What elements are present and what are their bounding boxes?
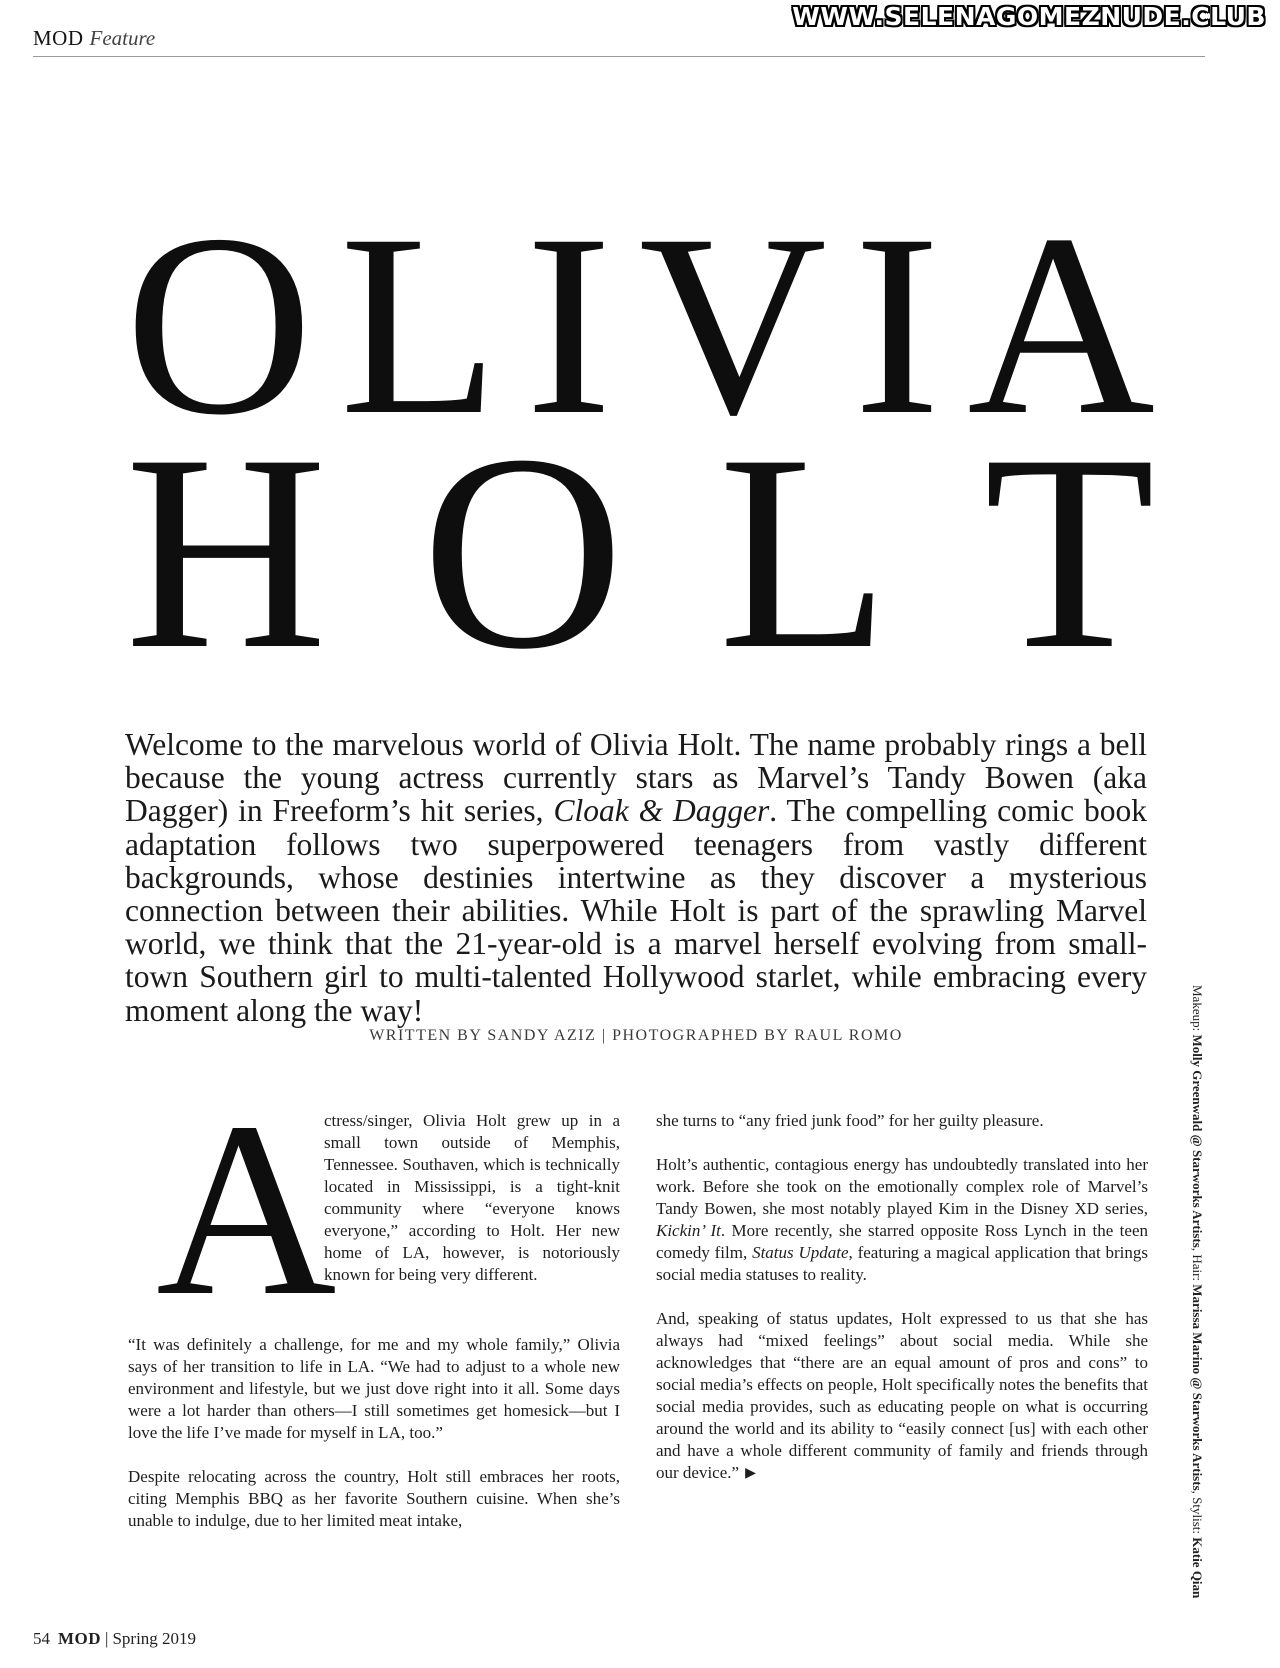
photo-credits: Makeup: Molly Greenwald @ Starworks Artists, Hair: Marissa Marino @ Starworks Artists, Stylist: Katie Qian <box>1190 985 1205 1599</box>
section-header <box>33 26 155 51</box>
paragraph: “It was definitely a challenge, for me and my whole family,” Olivia says of her transition to life in LA. “We had to adjust to a whole new environment and lifestyle, but we just dove right into it all. Some days were a lot harder than others—I still sometimes get homesick—but I love the life I’ve made for myself in LA, too.” <box>128 1335 620 1442</box>
intro-deck <box>125 728 1147 1027</box>
magazine-name: MOD <box>33 26 84 50</box>
makeup-credit: Molly Greenwald @ Starworks Artists <box>1190 1034 1205 1248</box>
paragraph: ctress/singer, Olivia Holt grew up in a small town outside of Memphis, Tennessee. Southaven, which is technically located in Mississippi, is a tight-knit community where “everyone knows everyone,” according to Holt. Her new home of LA, however, is notoriously known for being very different. <box>324 1111 620 1284</box>
title-letter: T <box>983 396 1155 707</box>
paragraph-text: Holt’s authentic, contagious energy has undoubtedly translated into her work. Before she took on the emotionally complex role of Marvel’s Tandy Bowen, she most notably played Kim in the Disney XD series, <box>656 1155 1148 1218</box>
byline: WRITTEN BY SANDY AZIZ | PHOTOGRAPHED BY RAUL ROMO <box>369 1027 903 1044</box>
title-letter: A <box>967 181 1155 469</box>
footer-magazine: MOD <box>58 1629 102 1648</box>
title-letter: V <box>639 181 827 469</box>
header-rule <box>33 56 1205 57</box>
page-footer <box>33 1629 196 1649</box>
paragraph: she turns to “any fried junk food” for her guilty pleasure. <box>656 1111 1044 1130</box>
stylist-label: Stylist: <box>1190 1497 1205 1534</box>
paragraph-text: , featuring a magical application that brings social media statuses to reality. <box>656 1243 1148 1284</box>
paragraph-text: And, speaking of status updates, Holt expressed to us that she has always had “mixed feelings” about social media. While she acknowledges that “there are an equal amount of pros and cons” to social media’s effects on people, Holt specifically notes the benefits that social media provides, such as educating people on what is occurring around the world and its ability to “easily connect [us] with each other and have a whole different community of family and friends through our device.” <box>656 1309 1148 1482</box>
page-number: 54 <box>33 1629 50 1648</box>
hair-credit: Marissa Marino @ Starworks Artists <box>1190 1284 1205 1491</box>
issue-date: Spring 2019 <box>112 1629 197 1648</box>
title-last-name <box>125 396 1155 707</box>
title-letter: I <box>525 181 613 469</box>
title-letter: L <box>718 396 890 707</box>
intro-text-continued: . The compelling comic book adaptation follows two superpowered teenagers from vastly different backgrounds, whose destinies intertwine as they discover a mysterious connection between their abilities. While Holt is part of the sprawling Marvel world, we think that the 21-year-old is a marvel herself evolving from small-town Southern girl to multi-talented Hollywood starlet, while embracing every moment along the way! <box>125 793 1147 1028</box>
show-title: Kickin’ It <box>656 1221 721 1240</box>
opening-paragraph <box>128 1071 620 1348</box>
film-title: Status Update <box>752 1243 849 1262</box>
article-column-right <box>656 1110 1148 1507</box>
title-letter: L <box>339 181 499 469</box>
makeup-label: Makeup: <box>1190 985 1205 1032</box>
title-letter: I <box>853 181 941 469</box>
intro-text: Welcome to the marvelous world of Olivia Holt. The name probably rings a bell because the young actress currently stars as Marvel’s Tandy Bowen (aka Dagger) in Freeform’s hit series, <box>125 727 1147 829</box>
footer-separator: | <box>105 1629 109 1648</box>
drop-cap: A <box>156 1071 337 1348</box>
title-letter: O <box>125 181 313 469</box>
stylist-credit: Katie Qian <box>1190 1537 1205 1599</box>
title-letter: O <box>421 396 624 707</box>
article-column-left <box>128 1071 620 1554</box>
paragraph <box>656 1308 1148 1485</box>
paragraph <box>656 1154 1148 1286</box>
title-first-name <box>125 181 1155 469</box>
show-title: Cloak & Dagger <box>553 793 770 829</box>
title-letter: H <box>125 396 328 707</box>
paragraph: Despite relocating across the country, Holt still embraces her roots, citing Memphis BBQ as her favorite Southern cuisine. When she’s unable to indulge, due to her limited meat intake, <box>128 1467 620 1530</box>
watermark: WWW.SELENAGOMEZNUDE.CLUB <box>792 2 1266 31</box>
continue-arrow-icon: ▶ <box>745 1466 756 1482</box>
paragraph-text: . More recently, she starred opposite Ross Lynch in the teen comedy film, <box>656 1221 1148 1262</box>
section-name: Feature <box>89 26 156 50</box>
hair-label: Hair: <box>1190 1254 1205 1282</box>
